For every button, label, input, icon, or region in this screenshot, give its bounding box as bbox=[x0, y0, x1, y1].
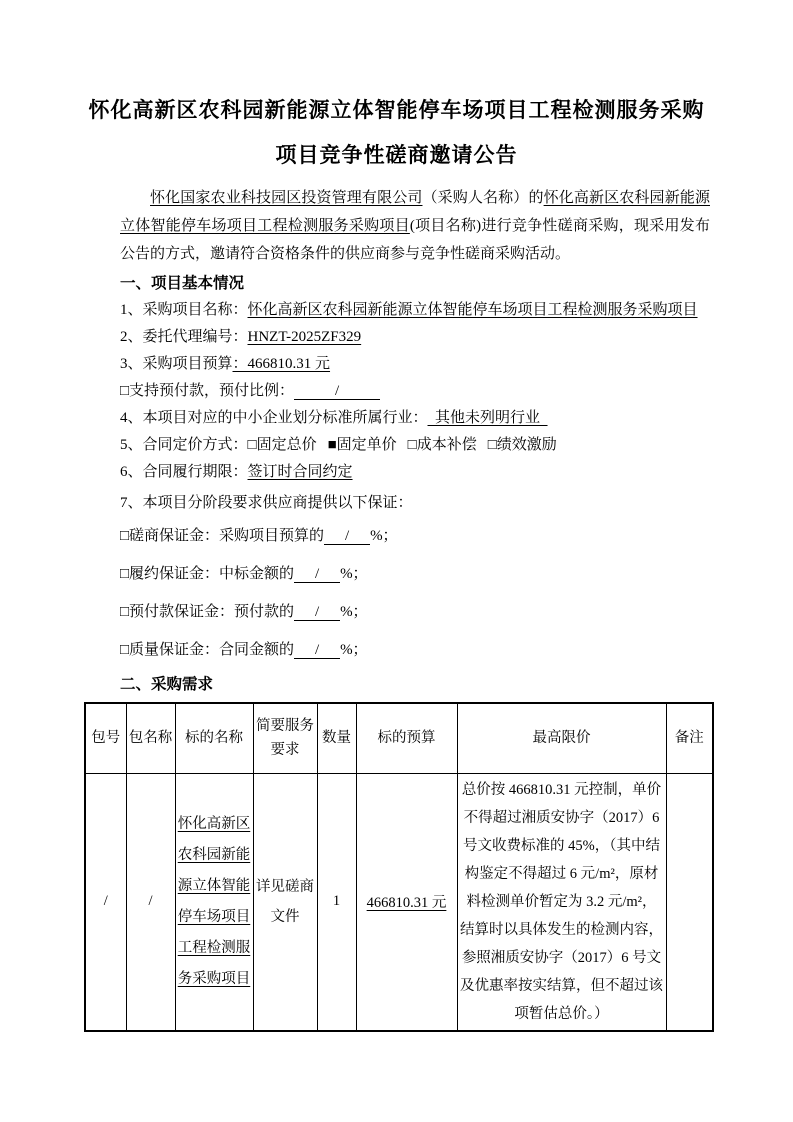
item-project-name bbox=[120, 297, 733, 324]
header-subject-budget: 标的预算 bbox=[356, 703, 457, 773]
guarantee-consultation-deposit-post: %； bbox=[370, 528, 398, 544]
document-title-line-2: 项目竞争性磋商邀请公告 bbox=[275, 143, 518, 167]
cell-subject-name bbox=[175, 773, 253, 1031]
intro-after-purchaser: （采购人名称）的 bbox=[422, 190, 544, 206]
guarantee-quality-bond-blank: / bbox=[294, 642, 340, 659]
guarantee-prepayment-bond-blank: / bbox=[294, 604, 340, 621]
header-package-number: 包号 bbox=[85, 703, 126, 773]
item-agency-number-label: 2、委托代理编号： bbox=[120, 329, 248, 345]
guarantee-performance-bond-blank: / bbox=[294, 566, 340, 583]
item-pricing-method bbox=[120, 432, 733, 459]
cell-quantity: 1 bbox=[317, 773, 356, 1031]
header-service-requirement: 简要服务要求 bbox=[253, 703, 317, 773]
prepayment-ratio-blank: / bbox=[294, 383, 380, 400]
item-contract-period-value: 签订时合同约定 bbox=[247, 464, 353, 480]
item-project-budget-label: 3、采购项目预算 bbox=[120, 356, 233, 372]
prepayment-checkbox-label: □支持预付款，预付比例： bbox=[120, 383, 295, 399]
project-name: 怀化高新区农科园新能源立体智能停车场项目工程检测服务采购项目 bbox=[120, 190, 710, 234]
pricing-option-performance-incentive: □绩效激励 bbox=[487, 437, 557, 453]
item-industry-category-value: 其他未列明行业 bbox=[427, 410, 548, 426]
guarantee-consultation-deposit-blank: / bbox=[324, 528, 370, 545]
guarantee-prepayment-bond-post: %； bbox=[340, 604, 368, 620]
header-subject-name: 标的名称 bbox=[175, 703, 253, 773]
item-pricing-method-label: 5、合同定价方式： bbox=[120, 437, 248, 453]
item-contract-period bbox=[120, 459, 733, 486]
cell-subject-budget bbox=[356, 773, 457, 1031]
cell-max-price: 总价按 466810.31 元控制，单价不得超过湘质安协字（2017）6 号文收费标准的 45%，（其中结构鉴定不得超过 6 元/m²，原材料检测单价暂定为 3.2 元/m²，结算时以具体发生的检测内容，参照湘质安协字（2017）6 号文及优惠率按实结算，但不超过该项暂估总价。） bbox=[457, 773, 666, 1031]
section-heading-basic-info: 一、项目基本情况 bbox=[120, 274, 245, 292]
guarantee-consultation-deposit-pre: □磋商保证金：采购项目预算的 bbox=[120, 528, 325, 544]
item-industry-category-label: 4、本项目对应的中小企业划分标准所属行业： bbox=[120, 410, 428, 426]
guarantee-quality-bond-pre: □质量保证金：合同金额的 bbox=[120, 642, 295, 658]
item-project-name-value: 怀化高新区农科园新能源立体智能停车场项目工程检测服务采购项目 bbox=[247, 302, 698, 318]
pricing-option-fixed-unit: ■固定单价 bbox=[327, 437, 397, 453]
guarantee-performance-bond-post: %； bbox=[340, 566, 368, 582]
guarantee-performance-bond bbox=[120, 555, 710, 593]
cell-service-requirement: 详见磋商文件 bbox=[253, 773, 317, 1031]
header-remark: 备注 bbox=[666, 703, 713, 773]
item-project-name-label: 1、采购项目名称： bbox=[120, 302, 248, 318]
cell-package-name: / bbox=[126, 773, 175, 1031]
guarantee-prepayment-bond bbox=[120, 593, 710, 631]
item-agency-number-value: HNZT-2025ZF329 bbox=[247, 329, 362, 345]
cell-package-number: / bbox=[85, 773, 126, 1031]
purchaser-name: 怀化国家农业科技园区投资管理有限公司 bbox=[150, 190, 423, 206]
guarantee-quality-bond-post: %； bbox=[340, 642, 368, 658]
item-contract-period-label: 6、合同履行期限： bbox=[120, 464, 248, 480]
cell-subject-budget-text: 466810.31 元 bbox=[366, 895, 447, 911]
cell-remark bbox=[666, 773, 713, 1031]
header-package-name: 包名称 bbox=[126, 703, 175, 773]
guarantee-prepayment-bond-pre: □预付款保证金：预付款的 bbox=[120, 604, 295, 620]
section-heading-procurement-requirements: 二、采购需求 bbox=[120, 675, 214, 693]
item-agency-number bbox=[120, 324, 733, 351]
item-industry-category bbox=[120, 405, 733, 432]
intro-after-project: (项目名称)进行竞争性磋商采购，现采用发布公告的方式，邀请符合资格条件的供应商参与竞争性磋商采购活动。 bbox=[120, 218, 710, 262]
cell-subject-name-text: 怀化高新区农科园新能源立体智能停车场项目工程检测服务采购项目 bbox=[177, 815, 251, 987]
guarantee-performance-bond-pre: □履约保证金：中标金额的 bbox=[120, 566, 295, 582]
pricing-option-fixed-total: □固定总价 bbox=[247, 437, 317, 453]
item-project-budget bbox=[120, 351, 733, 378]
header-quantity: 数量 bbox=[317, 703, 356, 773]
guarantee-consultation-deposit bbox=[120, 517, 710, 555]
header-max-price: 最高限价 bbox=[457, 703, 666, 773]
item-project-budget-value: ：466810.31 元 bbox=[232, 356, 331, 372]
guarantee-quality-bond bbox=[120, 631, 710, 669]
item-prepayment bbox=[120, 378, 733, 405]
item-guarantee-intro: 7、本项目分阶段要求供应商提供以下保证： bbox=[120, 495, 413, 511]
procurement-requirements-table bbox=[84, 702, 714, 1032]
intro-paragraph bbox=[120, 184, 710, 268]
pricing-option-cost-compensation: □成本补偿 bbox=[407, 437, 477, 453]
document-title bbox=[0, 0, 793, 178]
table-header-row bbox=[85, 703, 713, 773]
document-title-line-1: 怀化高新区农科园新能源立体智能停车场项目工程检测服务采购 bbox=[88, 98, 705, 122]
table-data-row bbox=[85, 773, 713, 1031]
